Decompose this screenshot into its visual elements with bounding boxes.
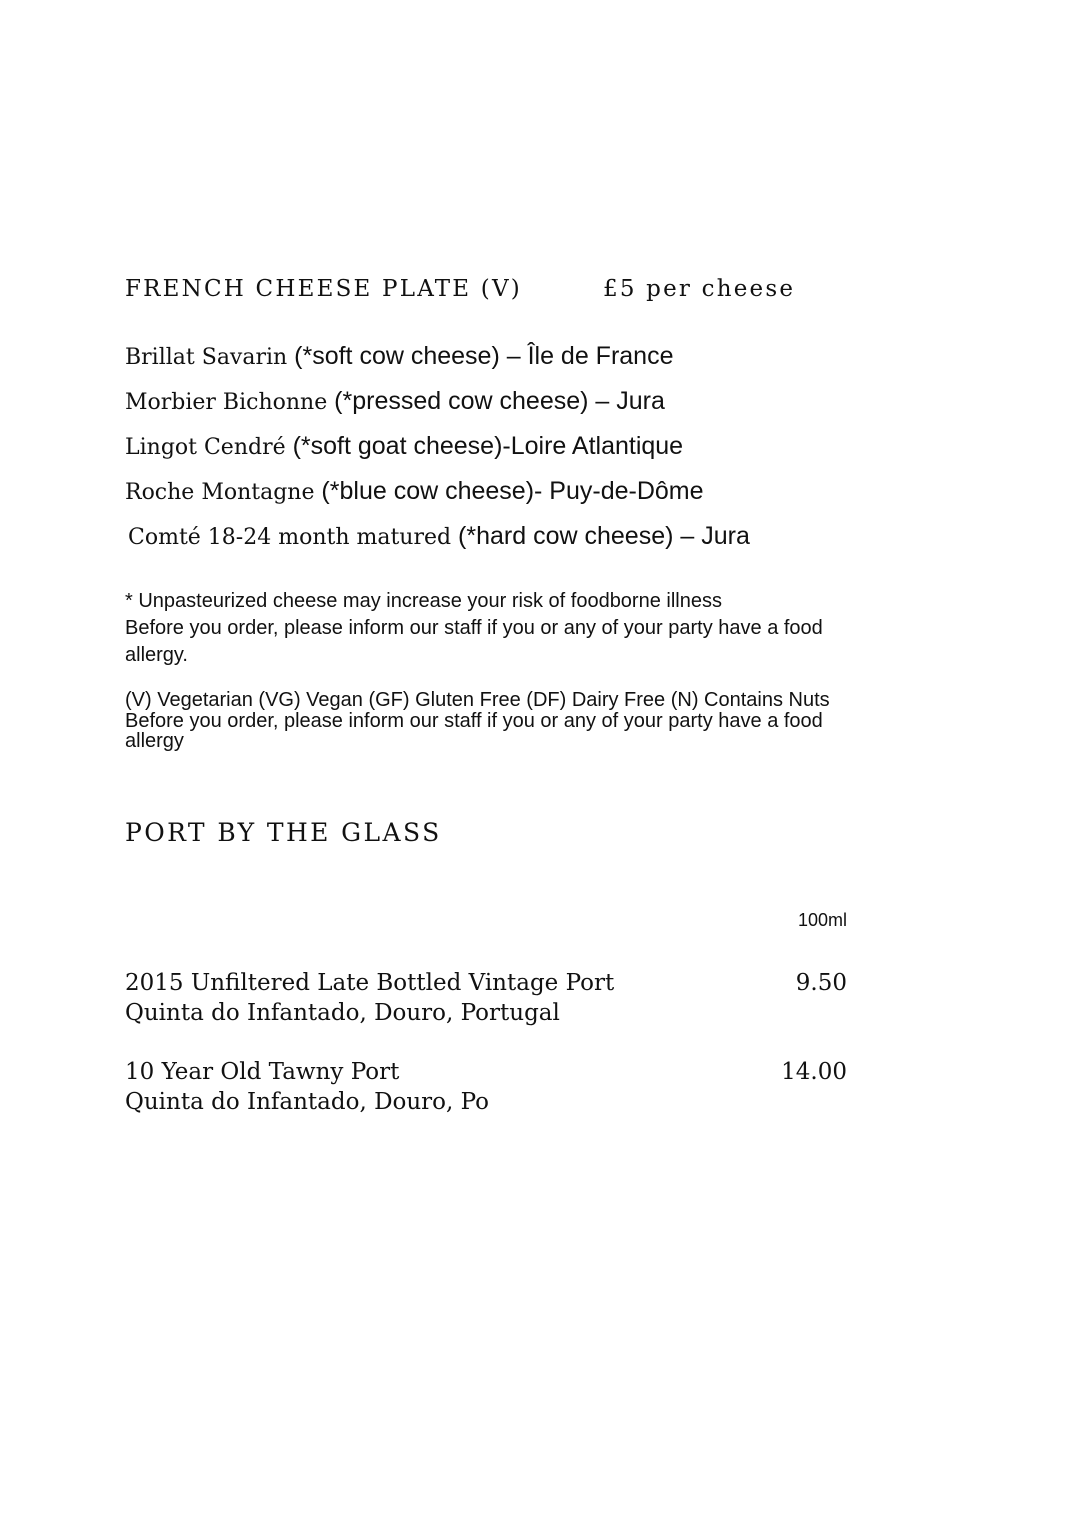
volume-label: 100ml [797,910,847,930]
port-name: 10 Year Old Tawny Port [125,1059,400,1085]
cheese-item [125,518,750,563]
cheese-section-heading [125,276,796,302]
port-price: 9.50 [795,970,847,996]
cheese-name: Comté 18-24 month matured [128,525,452,550]
cheese-description: (*soft cow cheese) – Île de France [287,342,674,370]
cheese-item [125,383,750,428]
note-line: * Unpasteurized cheese may increase your risk of foodborne illness [125,590,722,612]
cheese-list [125,338,750,563]
cheese-item [125,428,750,473]
cheese-name: Brillat Savarin [125,345,288,370]
cheese-description: (*pressed cow cheese) – Jura [327,387,665,415]
port-origin: Quinta do Infantado, Douro, Portugal [125,1000,560,1026]
cheese-name: Lingot Cendré [125,435,286,460]
cheese-heading-title: FRENCH CHEESE PLATE (V) [125,276,522,302]
port-name: 2015 Unfiltered Late Bottled Vintage Port [125,970,615,996]
cheese-heading-price: £5 per cheese [603,276,796,302]
port-item [125,1057,847,1117]
port-section-heading: PORT BY THE GLASS [125,818,442,847]
cheese-description: (*blue cow cheese)- Puy-de-Dôme [314,477,704,505]
cheese-name: Morbier Bichonne [125,390,328,415]
cheese-item [125,338,750,383]
port-item [125,968,847,1028]
note-line: Before you order, please inform our staff if you or any of your party have a food [125,709,823,732]
cheese-description: (*hard cow cheese) – Jura [451,522,750,550]
dietary-key-note [125,690,865,752]
note-line: Before you order, please inform our staff if you or any of your party have a food [125,617,823,639]
note-line: (V) Vegetarian (VG) Vegan (GF) Gluten Free (DF) Dairy Free (N) Contains Nuts [125,689,830,711]
port-price: 14.00 [781,1059,847,1085]
note-line: allergy. [125,644,188,666]
note-line: allergy [125,730,184,752]
unpasteurized-allergy-note [125,588,865,669]
cheese-item [125,473,750,518]
cheese-description: (*soft goat cheese)-Loire Atlantique [285,432,684,460]
port-origin: Quinta do Infantado, Douro, Po [125,1089,490,1115]
cheese-name: Roche Montagne [125,480,315,505]
